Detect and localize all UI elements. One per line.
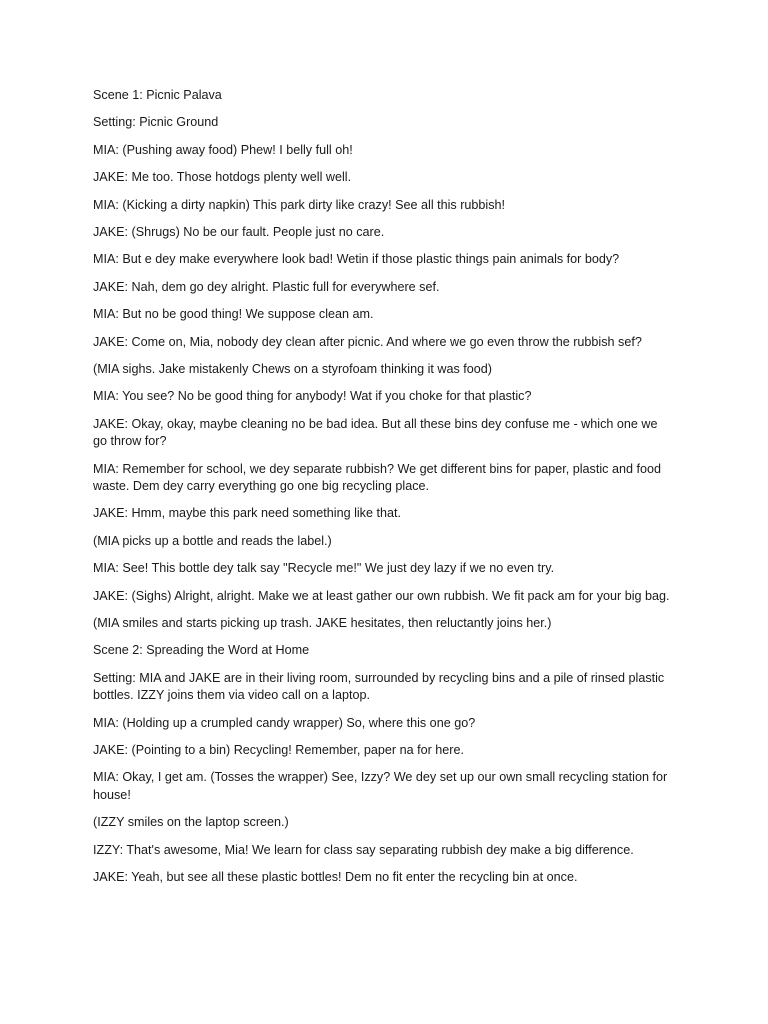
dialogue-line: MIA: (Holding up a crumpled candy wrapper) So, where this one go? (93, 715, 476, 730)
dialogue-line: MIA: Okay, I get am. (Tosses the wrapper) See, Izzy? We dey set up our own small recycling station for house! (93, 770, 668, 802)
dialogue-line: IZZY: That's awesome, Mia! We learn for class say separating rubbish dey make a big difference. (93, 842, 634, 857)
dialogue-line: JAKE: (Pointing to a bin) Recycling! Remember, paper na for here. (93, 743, 464, 758)
dialogue-line: MIA: But e dey make everywhere look bad! Wetin if those plastic things pain animals for body? (93, 252, 620, 267)
dialogue-line: MIA: (Kicking a dirty napkin) This park dirty like crazy! See all this rubbish! (93, 197, 506, 212)
script-text (93, 87, 673, 897)
dialogue-line: JAKE: Hmm, maybe this park need something like that. (93, 506, 401, 521)
scene-heading: Scene 2: Spreading the Word at Home (93, 643, 310, 658)
dialogue-line: JAKE: (Shrugs) No be our fault. People just no care. (93, 224, 385, 239)
dialogue-line: MIA: Remember for school, we dey separate rubbish? We get different bins for paper, plastic and food waste. Dem dey carry everything go one big recycling place. (93, 461, 661, 494)
scene-heading: Scene 1: Picnic Palava (93, 88, 222, 102)
stage-direction: (MIA sighs. Jake mistakenly Chews on a styrofoam thinking it was food) (93, 361, 492, 376)
dialogue-line: MIA: (Pushing away food) Phew! I belly full oh! (93, 142, 353, 157)
dialogue-line: JAKE: Come on, Mia, nobody dey clean after picnic. And where we go even throw the rubbish sef? (93, 334, 642, 349)
dialogue-line: JAKE: Me too. Those hotdogs plenty well well. (93, 170, 352, 185)
stage-direction: (MIA smiles and starts picking up trash. JAKE hesitates, then reluctantly joins her.) (93, 616, 552, 631)
dialogue-line: JAKE: Yeah, but see all these plastic bottles! Dem no fit enter the recycling bin at once. (93, 870, 578, 885)
dialogue-line: JAKE: (Sighs) Alright, alright. Make we at least gather our own rubbish. We fit pack am for your big bag. (93, 588, 670, 603)
dialogue-line: JAKE: Okay, okay, maybe cleaning no be bad idea. But all these bins dey confuse me - which one we go throw for? (93, 416, 658, 449)
dialogue-line: MIA: See! This bottle dey talk say "Recycle me!" We just dey lazy if we no even try. (93, 561, 555, 576)
setting-line: Setting: Picnic Ground (93, 115, 219, 130)
stage-direction: (MIA picks up a bottle and reads the label.) (93, 533, 332, 548)
setting-line: Setting: MIA and JAKE are in their living room, surrounded by recycling bins and a pile of rinsed plastic bottles. IZZY joins them via video call on a laptop. (93, 670, 665, 703)
dialogue-line: JAKE: Nah, dem go dey alright. Plastic full for everywhere sef. (93, 279, 440, 294)
dialogue-line: MIA: But no be good thing! We suppose clean am. (93, 307, 374, 322)
stage-direction: (IZZY smiles on the laptop screen.) (93, 815, 289, 830)
dialogue-line: MIA: You see? No be good thing for anybody! Wat if you choke for that plastic? (93, 389, 532, 404)
